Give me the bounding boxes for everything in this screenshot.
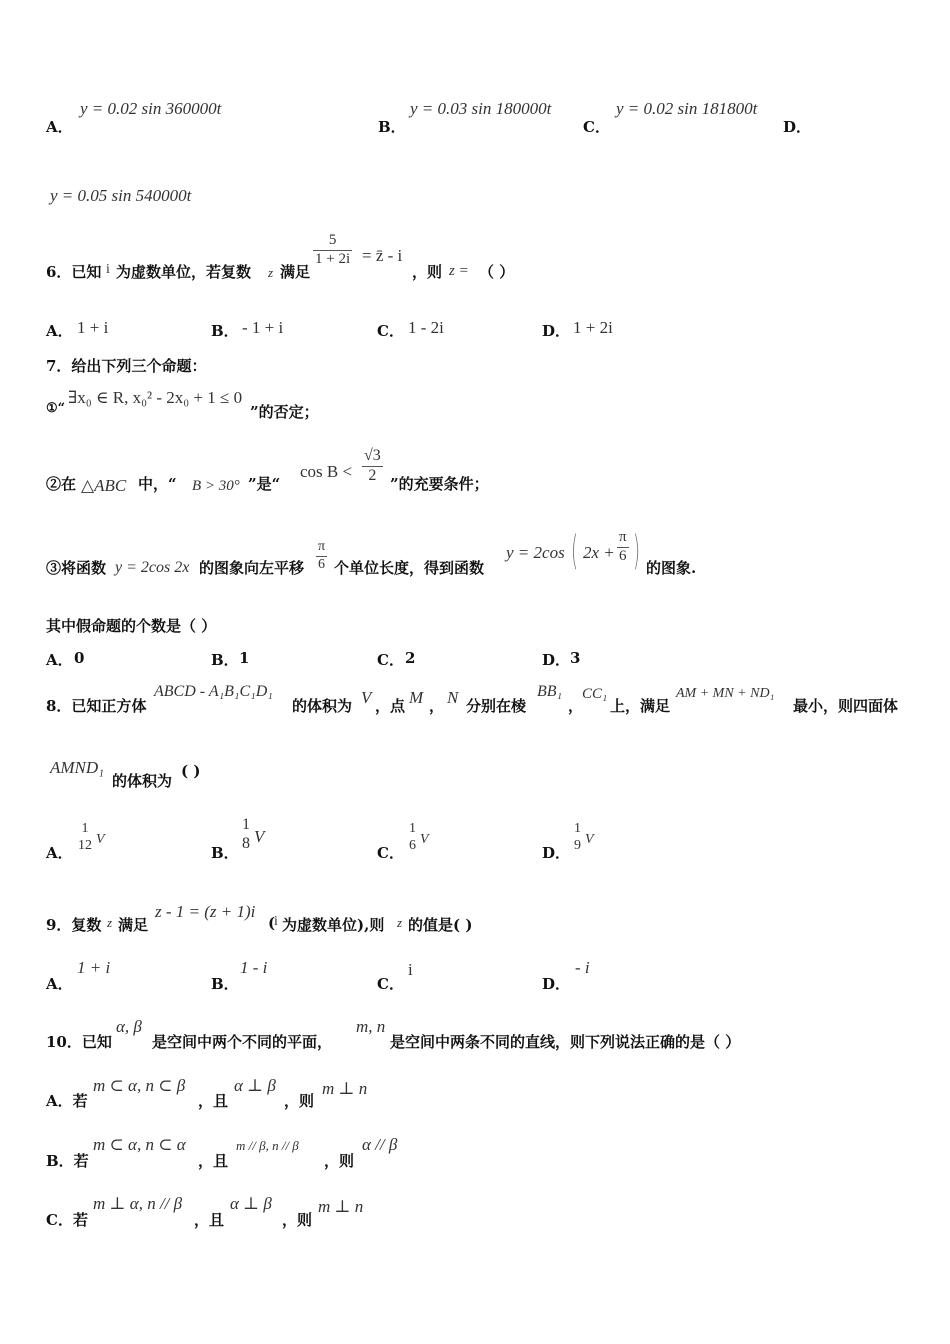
option-value: 1 + 2i bbox=[573, 318, 613, 337]
fraction bbox=[572, 822, 583, 853]
option-label: B．若 bbox=[46, 1152, 89, 1170]
sum-expression: AM + MN + ND₁ bbox=[676, 686, 775, 701]
option-value: 1 - i bbox=[240, 958, 268, 977]
fraction bbox=[407, 822, 418, 853]
option-label: C． bbox=[377, 322, 404, 340]
formula: m // β, n // β bbox=[236, 1138, 299, 1153]
denominator: 6 bbox=[409, 837, 416, 853]
point-n: N bbox=[447, 688, 459, 707]
text: ，点 bbox=[375, 697, 406, 715]
proposition-2-tail: ”的充要条件； bbox=[390, 475, 489, 493]
text: 是空间中两个不同的平面， bbox=[152, 1033, 333, 1051]
fraction bbox=[316, 540, 327, 572]
option-label: C． bbox=[377, 651, 404, 669]
text: ”是“ bbox=[248, 475, 281, 493]
numerator: 5 bbox=[313, 233, 352, 251]
option-label: A． bbox=[46, 844, 73, 862]
volume-symbol: V bbox=[361, 688, 372, 707]
cube: ABCD - A₁B₁C₁D₁ bbox=[154, 683, 273, 700]
option-label: A． bbox=[46, 322, 73, 340]
option-value: 2 bbox=[405, 649, 416, 667]
right-paren: ) bbox=[633, 528, 641, 574]
text: 是空间中两条不同的直线，则下列说法正确的是（ ） bbox=[390, 1033, 741, 1051]
formula: α // β bbox=[362, 1135, 398, 1154]
option-value: 3 bbox=[570, 649, 581, 667]
edge-cc1: CC₁ bbox=[582, 686, 608, 702]
text: 个单位长度，得到函数 bbox=[334, 559, 485, 577]
option-label: A． bbox=[46, 651, 73, 669]
formula: m ⊥ n bbox=[322, 1079, 368, 1098]
option-label: B． bbox=[211, 844, 239, 862]
numerator: 1 bbox=[242, 816, 250, 833]
option-label: C．若 bbox=[46, 1211, 88, 1229]
option-label: D． bbox=[542, 322, 571, 340]
planes: α, β bbox=[116, 1017, 142, 1036]
proposition-2-mark: ②在 bbox=[46, 475, 77, 493]
ask: z = bbox=[449, 263, 469, 279]
option-value: 1 + i bbox=[77, 318, 109, 337]
option-value: 1 + i bbox=[77, 958, 111, 977]
numerator: π bbox=[316, 540, 327, 557]
volume-symbol: V bbox=[96, 832, 105, 847]
text: 为虚数单位，若复数 bbox=[116, 263, 252, 281]
question-number: 6．已知 bbox=[46, 263, 102, 281]
fraction bbox=[240, 817, 252, 853]
text: ，则 bbox=[282, 1211, 313, 1229]
denominator: 6 bbox=[318, 556, 326, 572]
numerator: 1 bbox=[574, 821, 581, 836]
option-label: C． bbox=[377, 844, 404, 862]
formula: m ⊂ α, n ⊂ α bbox=[93, 1135, 186, 1154]
fraction bbox=[76, 822, 94, 853]
paren: ( ) bbox=[181, 762, 201, 780]
text: 的图象向左平移 bbox=[199, 559, 305, 577]
text: 最小，则四面体 bbox=[793, 697, 899, 715]
fraction bbox=[617, 530, 629, 565]
edge-bb1: BB₁ bbox=[537, 683, 563, 700]
text: 为虚数单位),则 bbox=[282, 916, 385, 934]
formula: m ⊂ α, n ⊂ β bbox=[93, 1076, 186, 1095]
formula: m ⊥ n bbox=[318, 1197, 364, 1216]
formula: α ⊥ β bbox=[230, 1194, 272, 1213]
option-value: - 1 + i bbox=[242, 318, 284, 337]
option-value: 1 - 2i bbox=[408, 318, 444, 337]
text: ，且 bbox=[198, 1152, 229, 1170]
formula: m ⊥ α, n // β bbox=[93, 1194, 183, 1213]
z-symbol: z bbox=[397, 915, 403, 930]
cos-expression: cos B < bbox=[300, 462, 353, 481]
option-label: D． bbox=[542, 651, 571, 669]
lines: m, n bbox=[356, 1017, 386, 1036]
text: 中，“ bbox=[138, 475, 177, 493]
text: 上，满足 bbox=[610, 697, 671, 715]
fraction bbox=[362, 448, 383, 485]
denominator: 8 bbox=[242, 834, 250, 852]
option-label: A． bbox=[46, 975, 73, 993]
proposition-1-tail: ”的否定； bbox=[250, 403, 319, 421]
proposition-1-formula: ∃x₀ ∈ R, x₀² - 2x₀ + 1 ≤ 0 bbox=[68, 388, 243, 407]
proposition-1-mark: ①“ bbox=[46, 401, 66, 416]
text: 的体积为 bbox=[112, 772, 173, 790]
option-label: A． bbox=[46, 118, 73, 136]
option-value: - i bbox=[575, 958, 590, 977]
option-label: D． bbox=[542, 975, 571, 993]
option-label: B． bbox=[378, 118, 406, 136]
option-value: 0 bbox=[74, 649, 85, 667]
question-text: 其中假命题的个数是（ ） bbox=[46, 617, 217, 635]
volume-symbol: V bbox=[254, 827, 265, 846]
numerator: 1 bbox=[81, 821, 89, 836]
option-label: D． bbox=[783, 118, 812, 136]
text: ，且 bbox=[194, 1211, 225, 1229]
formula: y = 0.02 sin 360000t bbox=[80, 99, 222, 118]
function-2: y = 2cos bbox=[506, 543, 565, 562]
denominator: 2 bbox=[368, 466, 377, 484]
condition: B > 30° bbox=[192, 478, 240, 494]
formula: y = 0.03 sin 180000t bbox=[410, 99, 552, 118]
tetrahedron: AMND₁ bbox=[50, 758, 105, 777]
i-symbol: i bbox=[274, 914, 278, 929]
option-label: D． bbox=[542, 844, 571, 862]
text: ，则 bbox=[412, 263, 443, 281]
denominator: 6 bbox=[619, 547, 627, 564]
equation-rhs: = z̄ - i bbox=[362, 246, 403, 265]
equation: z - 1 = (z + 1)i bbox=[155, 902, 256, 921]
text: ， bbox=[568, 697, 584, 715]
z-symbol: z bbox=[268, 265, 274, 280]
paren: （ ） bbox=[479, 263, 515, 281]
text: ，则 bbox=[324, 1152, 355, 1170]
option-value: 1 bbox=[239, 649, 250, 667]
z-symbol: z bbox=[107, 915, 113, 930]
text: 的体积为 bbox=[292, 697, 353, 715]
text: 满足 bbox=[118, 916, 149, 934]
i-symbol: i bbox=[106, 262, 110, 277]
option-label: B． bbox=[211, 651, 239, 669]
proposition-3-tail: 的图象. bbox=[646, 559, 697, 577]
fraction bbox=[313, 233, 352, 268]
option-value: i bbox=[408, 960, 413, 979]
option-label: C． bbox=[377, 975, 404, 993]
text: 满足 bbox=[280, 263, 311, 281]
formula: α ⊥ β bbox=[234, 1076, 276, 1095]
text: 分别在棱 bbox=[466, 697, 527, 715]
option-label: A．若 bbox=[46, 1092, 88, 1110]
function-2-arg: 2x + bbox=[583, 543, 615, 562]
text: ，则 bbox=[284, 1092, 315, 1110]
question-number: 10．已知 bbox=[46, 1033, 112, 1051]
denominator: 9 bbox=[574, 837, 581, 853]
function: y = 2cos 2x bbox=[115, 559, 190, 576]
numerator: π bbox=[617, 530, 629, 548]
option-label: B． bbox=[211, 322, 239, 340]
denominator: 1 + 2i bbox=[315, 250, 351, 267]
formula: y = 0.02 sin 181800t bbox=[616, 99, 758, 118]
text: ，且 bbox=[198, 1092, 229, 1110]
proposition-3-mark: ③将函数 bbox=[46, 559, 107, 577]
triangle: △ABC bbox=[81, 476, 127, 495]
question-number: 9．复数 bbox=[46, 916, 102, 934]
volume-symbol: V bbox=[585, 832, 594, 847]
question-number: 8．已知正方体 bbox=[46, 697, 147, 715]
text: 的值是( ) bbox=[408, 916, 473, 934]
volume-symbol: V bbox=[420, 832, 429, 847]
left-paren: ( bbox=[571, 528, 579, 574]
text: ， bbox=[429, 697, 445, 715]
numerator: 1 bbox=[409, 821, 416, 836]
option-label: C． bbox=[583, 118, 610, 136]
point-m: M bbox=[409, 688, 424, 707]
numerator: √3 bbox=[362, 448, 383, 467]
text: ( bbox=[268, 914, 276, 932]
option-label: B． bbox=[211, 975, 239, 993]
question-stem: 7．给出下列三个命题： bbox=[46, 357, 207, 375]
denominator: 12 bbox=[78, 837, 92, 853]
formula: y = 0.05 sin 540000t bbox=[50, 186, 192, 205]
